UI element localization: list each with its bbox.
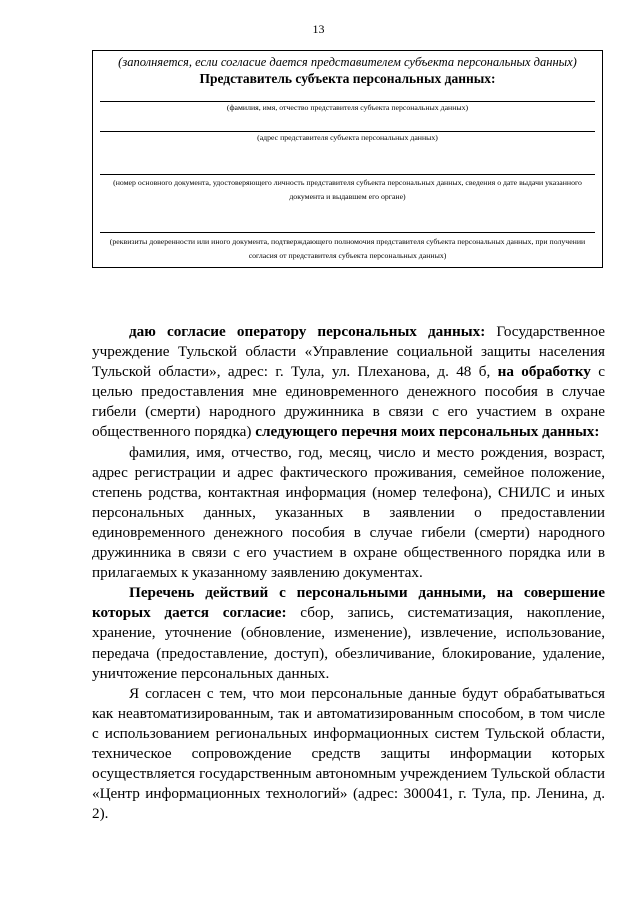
purpose-text: с целью предоставления мне единовременного денежного пособия в случае гибели (смерти) народного дружинника в связи с его участием в охране общественного порядка) (92, 363, 605, 441)
operator-text: Государственное учреждение Тульской области «Управление социальной защиты населения Тульской области», адрес: г. Тула, ул. Плеханова, д. 48 б, (92, 323, 606, 381)
actions-lead: Перечень действий с персональными данными, на совершение которых дается согласие: (92, 584, 605, 622)
identity-document-caption: (номер основного документа, удостоверяющего личность представителя субъекта персональных данных, сведения о дате выдачи указанного документа и выдавшем его органе) (113, 178, 582, 201)
paragraph-actions (92, 583, 605, 683)
identity-document-line (100, 174, 595, 175)
data-list-lead: следующего перечня моих персональных данных: (255, 423, 600, 441)
paragraph-consent (92, 322, 605, 443)
consent-text (92, 322, 605, 824)
paragraph-processing-methods: Я согласен с тем, что мои персональные данные будут обрабатываться как неавтоматизированным, так и автоматизированным способом, в том числе с использованием региональных информационных систем Тульской области, техническое сопровождение средств защиты информации которых осуществляется государственным автономным учреждением Тульской области «Центр информационных технологий» (адрес: 300041, г. Тула, пр. Ленина, д. 2). (92, 684, 605, 823)
box-note: (заполняется, если согласие дается представителем субъекта персональных данных) (118, 55, 577, 69)
representative-box (92, 50, 603, 268)
actions-text: сбор, запись, систематизация, накопление, хранение, уточнение (обновление, изменение), извлечение, использование, передача (предоставление, доступ), обезличивание, блокирование, удаление, уничтожение персональных данных. (92, 604, 605, 682)
consent-lead: даю согласие оператору персональных данных: (129, 323, 486, 340)
paragraph-data-list: фамилия, имя, отчество, год, месяц, число и место рождения, возраст, адрес регистрации и адрес фактического проживания, семейное положение, степень родства, контактная информация (номер телефона), СНИЛС и иных персональных данных, указанных в заявлении о предоставлении единовременного денежного пособия в случае гибели (смерти) народного дружинника в связи с его участием в охране общественного порядка или в прилагаемых к указанному заявлению документах. (92, 443, 605, 582)
box-title: Представитель субъекта персональных данных: (199, 71, 496, 86)
representative-address-caption: (адрес представителя субъекта персональных данных) (257, 133, 438, 142)
authority-document-line (100, 232, 595, 233)
authority-document-caption: (реквизиты доверенности или иного документа, подтверждающего полномочия представителя субъекта персональных данных, при получении согласия от представителя субъекта персональных данных) (109, 237, 586, 260)
representative-name-caption: (фамилия, имя, отчество представителя субъекта персональных данных) (226, 103, 469, 112)
page-number: 13 (312, 22, 325, 36)
processing-lead: на обработку (497, 363, 591, 381)
